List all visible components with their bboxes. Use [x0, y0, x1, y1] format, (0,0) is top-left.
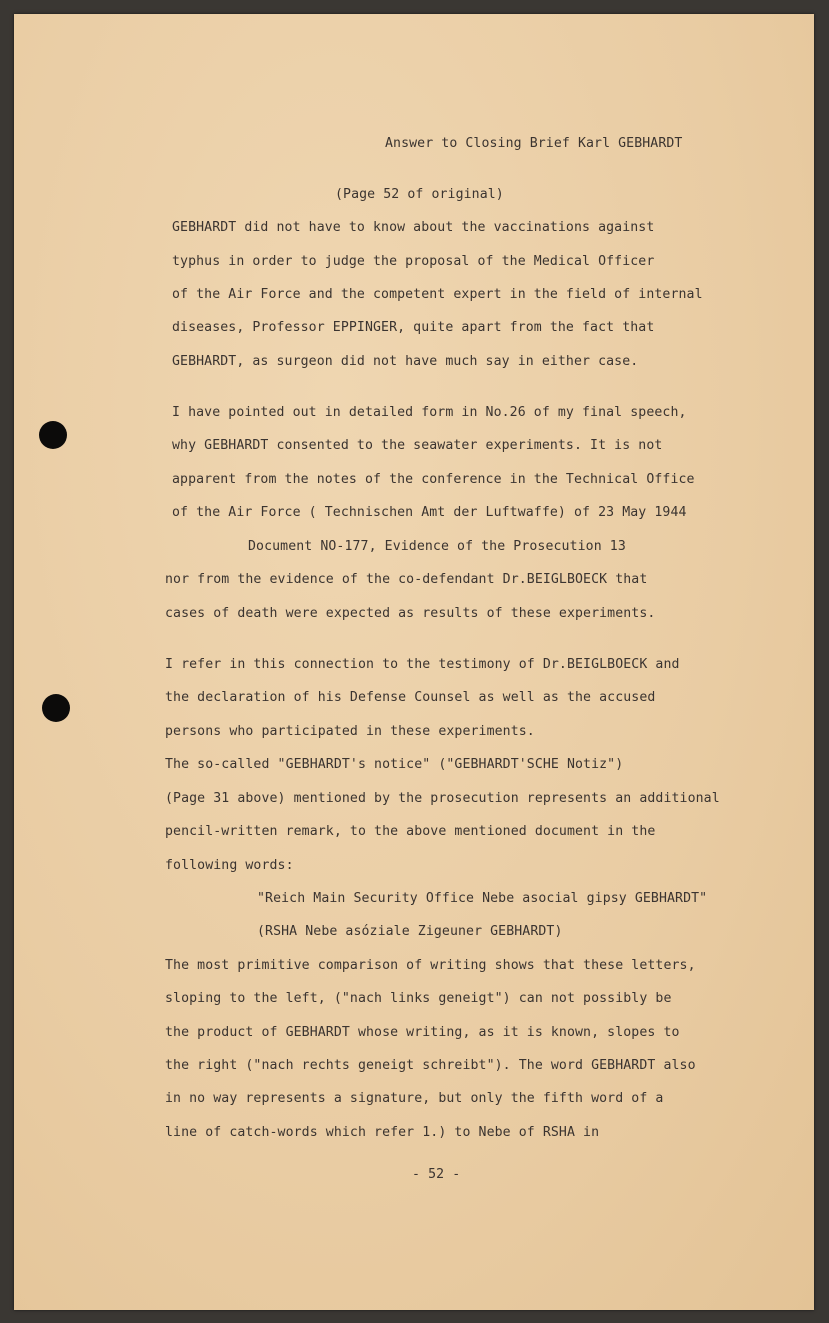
document-reference: Document NO-177, Evidence of the Prosecution 13 — [248, 539, 626, 554]
paragraph-line: why GEBHARDT consented to the seawater experiments. It is not — [172, 438, 663, 453]
paragraph-line: the declaration of his Defense Counsel as well as the accused — [165, 690, 656, 705]
paragraph-line: the product of GEBHARDT whose writing, as it is known, slopes to — [165, 1025, 680, 1040]
page-reference: (Page 52 of original) — [335, 187, 504, 202]
document-page — [14, 14, 814, 1310]
paragraph-line: sloping to the left, ("nach links geneigt") can not possibly be — [165, 991, 672, 1006]
paragraph-line: typhus in order to judge the proposal of the Medical Officer — [172, 254, 655, 269]
paragraph-line: line of catch-words which refer 1.) to Nebe of RSHA in — [165, 1125, 600, 1140]
page-number: - 52 - — [412, 1167, 461, 1182]
paragraph-line: The so-called "GEBHARDT's notice" ("GEBHARDT'SCHE Notiz") — [165, 757, 624, 772]
quote-line: "Reich Main Security Office Nebe asocial gipsy GEBHARDT" — [257, 891, 708, 906]
quote-line: (RSHA Nebe asóziale Zigeuner GEBHARDT) — [257, 924, 563, 939]
paragraph-line: I have pointed out in detailed form in No.26 of my final speech, — [172, 405, 687, 420]
paragraph-line: diseases, Professor EPPINGER, quite apart from the fact that — [172, 320, 655, 335]
paragraph-line: (Page 31 above) mentioned by the prosecution represents an additional — [165, 791, 720, 806]
paragraph-line: nor from the evidence of the co-defendant Dr.BEIGLBOECK that — [165, 572, 648, 587]
paragraph-line: GEBHARDT, as surgeon did not have much say in either case. — [172, 354, 639, 369]
paragraph-line: apparent from the notes of the conference in the Technical Office — [172, 472, 695, 487]
paragraph-line: of the Air Force ( Technischen Amt der Luftwaffe) of 23 May 1944 — [172, 505, 687, 520]
paragraph-line: of the Air Force and the competent expert in the field of internal — [172, 287, 703, 302]
header: Answer to Closing Brief Karl GEBHARDT — [385, 136, 683, 151]
paragraph-line: following words: — [165, 858, 294, 873]
paragraph-line: cases of death were expected as results of these experiments. — [165, 606, 656, 621]
paragraph-line: pencil-written remark, to the above mentioned document in the — [165, 824, 656, 839]
punch-hole-top — [39, 421, 67, 449]
paragraph-line: in no way represents a signature, but only the fifth word of a — [165, 1091, 664, 1106]
paragraph-line: persons who participated in these experiments. — [165, 724, 535, 739]
punch-hole-bottom — [42, 694, 70, 722]
paragraph-line: The most primitive comparison of writing shows that these letters, — [165, 958, 696, 973]
paragraph-line: GEBHARDT did not have to know about the vaccinations against — [172, 220, 655, 235]
paragraph-line: I refer in this connection to the testimony of Dr.BEIGLBOECK and — [165, 657, 680, 672]
paragraph-line: the right ("nach rechts geneigt schreibt"). The word GEBHARDT also — [165, 1058, 696, 1073]
